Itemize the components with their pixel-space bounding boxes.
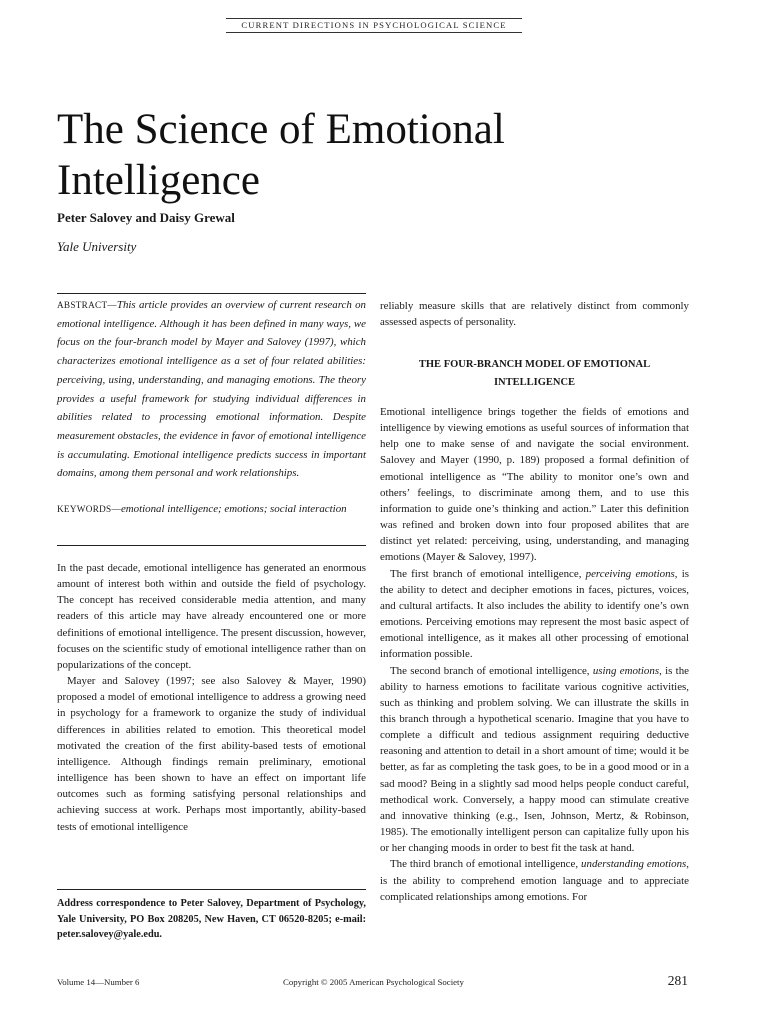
running-head-rule-top [226, 18, 522, 19]
intro-section [57, 560, 366, 835]
page-number: 281 [667, 973, 688, 988]
correspondence-note: Address correspondence to Peter Salovey, Department of Psychology, Yale University, PO Box 208205, New Haven, CT 06520-8205; e-mail: peter.salovey@yale.edu. [57, 898, 366, 940]
right-column-continuation [380, 298, 689, 330]
author-list: Peter Salovey and Daisy Grewal [57, 210, 235, 225]
section-heading: THE FOUR-BRANCH MODEL OF EMOTIONAL INTELLIGENCE [418, 359, 651, 388]
section-paragraph-1: Emotional intelligence brings together the fields of emotions and intelligence by viewing emotions as useful sources of information that help one to make sense of and navigate the social environment. Salovey and Mayer (1990, p. 189) proposed a formal definition of emotional intelligence as “The ability to monitor one’s own and others’ feelings, to discriminate among them, and to use this information to guide one’s thinking and action.” Later this definition was refined and broken down into four proposed abilites that are distinct yet related: perceiving, using, understanding, and managing emotions (Mayer & Salovey, 1997). [380, 406, 689, 564]
abstract-label: ABSTRACT— [57, 300, 117, 310]
paragraph-2-rest: , is the ability to detect and decipher emotions in faces, pictures, voices, and cultural artifacts. It also includes the ability to identify one’s own emotions. Perceiving emotions may represent the most basic aspect of emotional intelligence, as it makes all other processing of emotional information possible. [380, 567, 690, 661]
paragraph-3-rest: , is the ability to harness emotions to facilitate various cognitive activities, such as thinking and problem solving. We can illustrate the skills in this branch through a hypothetical scenario. Imagine that you have to complete a difficult and tedious assignment requiring deductive reasoning and attention to detail in a short amount of time; would it be better, as far as completing the task goes, to be in a good mood or in a sad mood? Being in a slightly sad mood helps people conduct careful, methodical work. Conversely, a happy mood can stimulate creative and innovative thinking (e.g., Isen, Johnson, Mertz, & Robinson, 1985). The emotionally intelligent person can capitalize fully upon his or her changing moods in order to best fit the task at hand. [380, 664, 689, 855]
section-paragraph-2 [380, 566, 689, 663]
footnote-rule [57, 889, 366, 890]
footer-volume: Volume 14—Number 6 [57, 977, 140, 987]
four-branch-section [380, 404, 689, 905]
paragraph-4-rest: , is the ability to comprehend emotion language and to appreciate complicated relationships among emotions. For [380, 858, 689, 903]
abstract-top-rule [57, 293, 366, 294]
term-understanding-emotions: understanding emotions [581, 858, 687, 871]
intro-paragraph-1: In the past decade, emotional intelligence has generated an enormous amount of interest both within and outside the field of psychology. The concept has received considerable media attention, and many readers of this article may have already encountered one or more definitions of emotional intelligence. The present discussion, however, focuses on the scientific study of emotional intelligence rather than on popularizations of the concept. [57, 562, 366, 671]
paragraph-3-start: The second branch of emotional intelligence, [390, 664, 593, 677]
keywords [57, 500, 366, 519]
continuation-paragraph: reliably measure skills that are relatively distinct from commonly assessed aspects of personality. [380, 300, 689, 329]
paragraph-4-start: The third branch of emotional intelligence, [390, 858, 582, 871]
footer-copyright: Copyright © 2005 American Psychological Society [283, 977, 464, 987]
intro-paragraph-2: Mayer and Salovey (1997; see also Salovey & Mayer, 1990) proposed a model of emotional intelligence to address a growing need in psychology for a framework to organize the study of individual differences in abilities related to emotion. This theoretical model motivated the creation of the first ability-based tests of emotional intelligence. Although findings remain preliminary, emotional intelligence has been shown to have an effect on important life outcomes such as forming satisfying personal relationships and achieving success at work. Perhaps most importantly, ability-based tests of emotional intelligence [57, 675, 366, 833]
abstract-bottom-rule [57, 545, 366, 546]
running-head-rule-bottom [226, 32, 522, 33]
running-head: CURRENT DIRECTIONS IN PSYCHOLOGICAL SCIENCE [241, 20, 507, 30]
keywords-label: KEYWORDS— [57, 504, 121, 514]
term-using-emotions: using emotions [592, 664, 660, 677]
section-paragraph-3 [380, 663, 689, 857]
author-affiliation: Yale University [57, 239, 137, 254]
paragraph-2-start: The first branch of emotional intelligence, [390, 567, 586, 580]
abstract-text: This article provides an overview of current research on emotional intelligence. Although it has been defined in many ways, we focus on the four-branch model by Mayer and Salovey (1997), which characterizes emotional intelligence as a set of four related abilities: perceiving, using, understanding, and managing emotions. The theory provides a useful framework for studying individual differences in abilities related to processing emotional information. Despite measurement obstacles, the evidence in favor of emotional intelligence is accumulating. Emotional intelligence predicts success in important domains, among them personal and work relationships. [57, 299, 366, 480]
abstract [57, 296, 366, 483]
section-paragraph-4 [380, 856, 689, 904]
term-perceiving-emotions: perceiving emotions [585, 567, 675, 580]
keywords-text: emotional intelligence; emotions; social interaction [120, 503, 347, 515]
article-title: The Science of Emotional Intelligence [57, 106, 505, 204]
